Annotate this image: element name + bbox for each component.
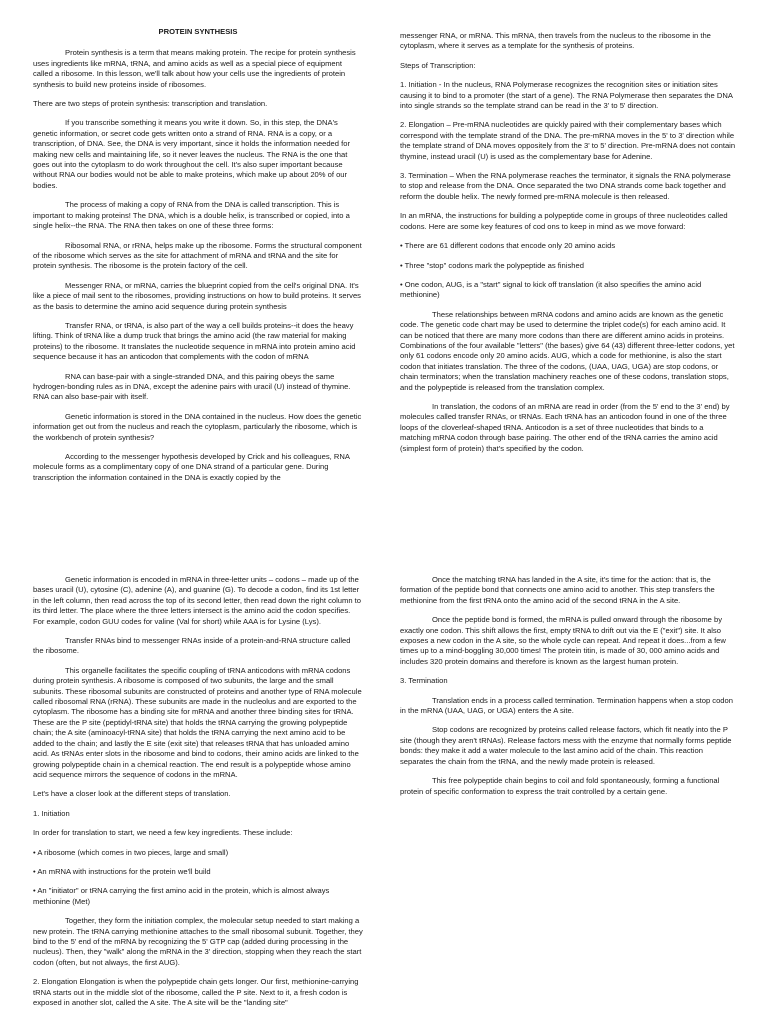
paragraph: 2. Elongation – Pre-mRNA nucleotides are quickly paired with their complementary bases which correspond with the template strand of the DNA. The pre-mRNA moves in the 5' to 3' direction while the template strand of DNA moves oppositely from the 3' to 5' direction. Pre-mRNA does not contain thymine, instead uracil (U) is used as the complementary base for Adenine.	[400, 120, 736, 161]
paragraph: In order for translation to start, we need a few key ingredients. These include:	[33, 828, 293, 838]
paragraph: This free polypeptide chain begins to coil and fold spontaneously, forming a functional protein of specific conformation to express the trait controlled by a certain gene.	[400, 776, 720, 796]
bullet-item: • An "initiator" or tRNA carrying the first amino acid in the protein, which is almost always methionine (Met)	[33, 886, 330, 906]
paragraph: 3. Termination – When the RNA polymerase reaches the terminator, it signals the RNA polymerase to stop and release from the DNA. Once separated the two DNA strands come back together and reform the double helix. The newly formed pre-mRNA molecule is then released.	[400, 171, 731, 201]
paragraph: Together, they form the initiation complex, the molecular setup needed to start making a new protein. The tRNA carrying methionine attaches to the small ribosomal subunit. Together, they bind to the 5' end of the mRNA by recognizing the 5' GTP cap (added during processing in the nucleus). Then, they "walk" along the mRNA in the 3' direction, stopping when they reach the start codon (often, but not always, the first AUG).	[33, 916, 363, 967]
column-2	[400, 31, 736, 463]
bullet-item: • A ribosome (which comes in two pieces, large and small)	[33, 847, 229, 857]
paragraph: This organelle facilitates the specific coupling of tRNA anticodons with mRNA codons during protein synthesis. A ribosome is composed of two subunits, the large and the small subunits. These ribosomal subunits are constructed of proteins and another type of RNA molecule called ribosomal RNA (rRNA). These subunits are made in the nucleolus and are exported to the cytoplasm. The ribosome has a binding site for mRNA and another three binding sites for tRNA. These are the P site (peptidyl-tRNA site) that holds the tRNA carrying the growing polypeptide chain; the A site (aminoacyl-tRNA site) that holds the tRNA carrying the next amino acid to be added to the chain; and lastly the E site (exit site) that releases tRNA that has unloaded amino acid. As tRNAs enter slots in the ribosome and bind to codons, their amino acids are linked to the growing polypeptide chain in a chemical reaction. The end result is a polypeptide whose amino acid sequence mirrors the sequence of codons in the mRNA.	[33, 665, 362, 779]
paragraph: Genetic information is stored in the DNA contained in the nucleus. How does the genetic information get out from the nucleus and reach the cytoplasm, particularly the ribosome, which is the workbench of protein synthesis?	[33, 411, 362, 442]
paragraph: These relationships between mRNA codons and amino acids are known as the genetic code. The genetic code chart may be used to determine the triplet code(s) for each amino acid. It can be noticed that there are many more codons than there are different amino acids in proteins. Combinations of the four available "letters" (the bases) give 64 (43) different three-letter codons, yet only 61 codons encode only 20 amino acids. AUG, which a code for methionine, is also the start codon that initiates translation. The three of the codons, (UAA, UAG, UGA) are stop codons, or chain terminators; when the translation machinery reaches one of these codons, translation stops, and the polypeptide is released from the translation complex.	[400, 309, 735, 392]
paragraph: According to the messenger hypothesis developed by Crick and his colleagues, RNA molecule forms as a complimentary copy of one DNA strand of a particular gene. During transcription the information contained in the DNA is exactly copied by the	[33, 452, 350, 482]
section-heading: Steps of Transcription:	[400, 60, 476, 70]
column-1	[33, 27, 363, 492]
paragraph: Once the matching tRNA has landed in the A site, it's time for the action: that is, the formation of the peptide bond that connects one amino acid to another. This step transfers the methionine from the first tRNA onto the amino acid of the second tRNA in the A site.	[400, 575, 715, 605]
paragraph: If you transcribe something it means you write it down. So, in this step, the DNA's genetic information, or secret code gets written onto a strand of RNA. RNA is a copy, or a transcription, of DNA. See, the DNA is very important, since it holds the information needed for making new cells and maintaining life, so it never leaves the nucleus. The RNA is the one that goes out into the cytoplasm to do work throughout the cell. It's also super important because without RNA our bodies would not be able to make proteins, which make up about 20% of our bodies.	[33, 118, 350, 190]
paragraph: RNA can base-pair with a single-stranded DNA, and this pairing obeys the same hydrogen-bonding rules as in DNA, except the adenine pairs with uracil (U) instead of thymine. RNA can also base-pair with itself.	[33, 371, 351, 402]
paragraph: Messenger RNA, or mRNA, carries the blueprint copied from the cell's original DNA. It's like a piece of mail sent to the ribosomes, providing instructions on how to build proteins. It serves as the basis to determine the amino acid sequence during protein synthesis	[33, 280, 361, 311]
bullet-item: • There are 61 different codons that encode only 20 amino acids	[400, 241, 616, 251]
section-heading: 3. Termination	[400, 676, 448, 686]
paragraph: 2. Elongation Elongation is when the polypeptide chain gets longer. Our first, methionine-carrying tRNA starts out in the middle slot of the ribosome, called the P site. Next to it, a fresh codon is exposed in another slot, called the A site. The A site will be the "landing site"	[33, 977, 359, 1007]
paragraph: Transfer RNA, or tRNA, is also part of the way a cell builds proteins--it does the heavy lifting. Think of tRNA like a dump truck that brings the amino acid (the raw material for making proteins) to the ribosome. It translates the nucleotide sequence in mRNA into protein amino acid sequence because it has an anticodon that complements with the codon of mRNA	[33, 320, 356, 362]
paragraph: Ribosomal RNA, or rRNA, helps make up the ribosome. Forms the structural component of the ribosome which serves as the site for attachment of mRNA and tRNA and the site for protein synthesis. The ribosome is the protein factory of the cell.	[33, 240, 362, 271]
column-4	[400, 575, 736, 806]
column-3	[33, 575, 363, 1017]
paragraph: Transfer RNAs bind to messenger RNAs inside of a protein-and-RNA structure called the ribosome.	[33, 636, 351, 656]
paragraph: In translation, the codons of an mRNA are read in order (from the 5' end to the 3' end) by molecules called transfer RNAs, or tRNAs. Each tRNA has an anticodon found in one of the three loops of the cloverleaf-shaped tRNA. Anticodon is a set of three nucleotides that binds to a matching mRNA codon through base pairing. The other end of the tRNA carries the amino acid (simplest form of protein) that's specified by the codon.	[400, 401, 730, 453]
paragraph: Protein synthesis is a term that means making protein. The recipe for protein synthesis uses ingredients like mRNA, tRNA, and amino acids as well as a special piece of equipment called a ribosome. In this lesson, we'll talk about how your cells use the ingredients of protein synthesis to build new proteins inside of ribosomes.	[33, 48, 356, 89]
paragraph: There are two steps of protein synthesis: transcription and translation.	[33, 99, 268, 109]
paragraph: messenger RNA, or mRNA. This mRNA, then travels from the nucleus to the ribosome in the cytoplasm, where it serves as a template for the synthesis of proteins.	[400, 31, 711, 51]
paragraph: Once the peptide bond is formed, the mRNA is pulled onward through the ribosome by exactly one codon. This shift allows the first, empty tRNA to drift out via the E ("exit") site. It also exposes a new codon in the A site, so the whole cycle can repeat. And repeat it does...from a few times up to a mind-boggling 30,000 times! The protein titin, is made of 30, 000 amino acids and includes 320 protein domains and therefore is known as the largest human protein.	[400, 615, 726, 666]
paragraph: The process of making a copy of RNA from the DNA is called transcription. This is important to making proteins! The DNA, which is a double helix, is transcribed or copied, into a single helix--the RNA. The RNA then takes on one of these three forms:	[33, 200, 350, 231]
page-title: PROTEIN SYNTHESIS	[158, 27, 238, 36]
paragraph: Stop codons are recognized by proteins called release factors, which fit neatly into the P site (though they aren't tRNAs). Release factors mess with the enzyme that normally forms peptide bonds: they make it add a water molecule to the last amino acid of the chain. This reaction separates the chain from the tRNA, and the newly made protein is released.	[400, 725, 732, 766]
paragraph: Translation ends in a process called termination. Termination happens when a stop codon in the mRNA (UAA, UAG, or UGA) enters the A site.	[400, 695, 733, 716]
paragraph: Let's have a closer look at the different steps of translation.	[33, 789, 231, 799]
bullet-item: • An mRNA with instructions for the protein we'll build	[33, 866, 211, 876]
paragraph: Genetic information is encoded in mRNA in three-letter units – codons – made up of the bases uracil (U), cytosine (C), adenine (A), and guanine (G). To decode a codon, find its 1st letter in the left column, then read across the top of its second letter, then read down the right column to its third letter. The place where the three letters intersect is the amino acid the codon specifies. For example, codon GUU codes for valine (Val for short) while AAA is for Lysine (Lys).	[33, 575, 361, 626]
section-heading: 1. Initiation	[33, 808, 70, 818]
bullet-item: • One codon, AUG, is a "start" signal to kick off translation (it also specifies the amino acid methionine)	[400, 279, 702, 300]
bullet-item: • Three "stop" codons mark the polypeptide as finished	[400, 260, 584, 270]
paragraph: In an mRNA, the instructions for building a polypeptide come in groups of three nucleotides called codons. Here are some key features of cod ons to keep in mind as we move forward:	[400, 211, 728, 231]
paragraph: 1. Initiation - In the nucleus, RNA Polymerase recognizes the recognition sites or initiation sites causing it to bind to a promoter (the start of a gene). The RNA Polymerase then separates the DNA into single strands so the template strand can be read in the 3' to 5' direction.	[400, 80, 733, 111]
